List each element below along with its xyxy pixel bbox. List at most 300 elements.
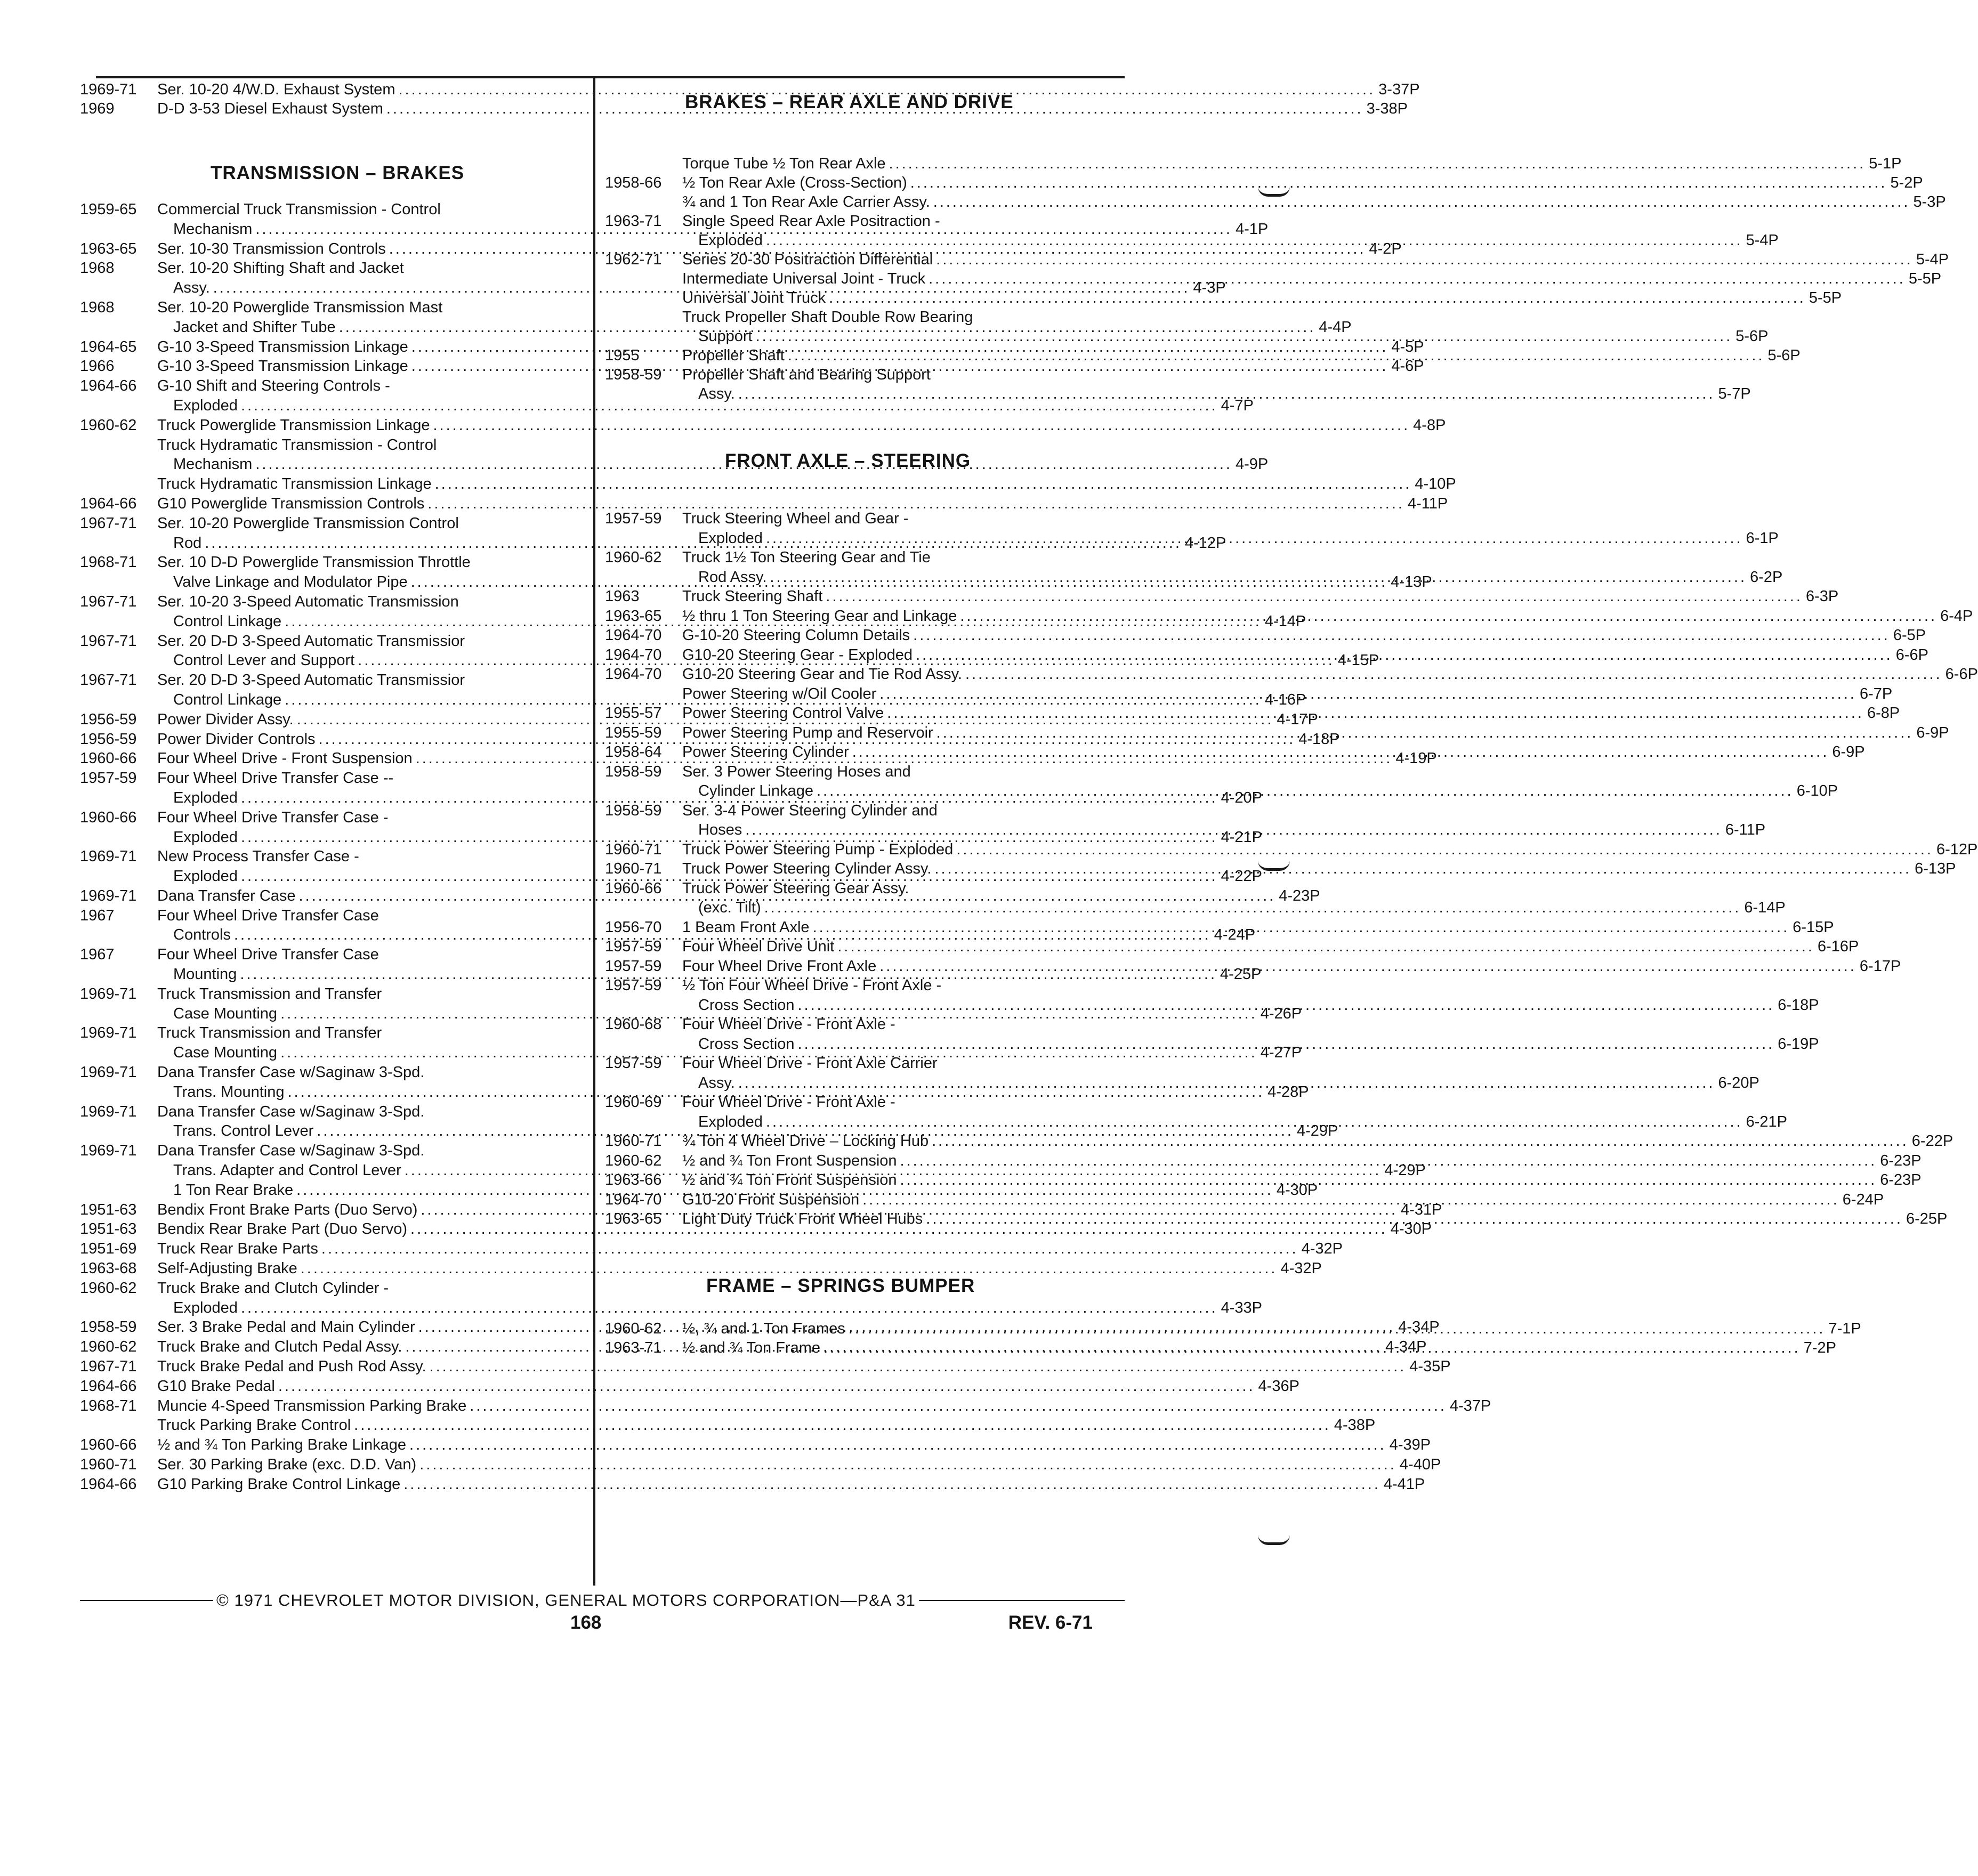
entry-line xyxy=(682,269,1941,288)
entry-title: G10-20 Steering Gear - Exploded xyxy=(682,646,913,664)
entry-page-ref[interactable]: 6-24P xyxy=(1842,1191,1884,1208)
entry-line xyxy=(682,1190,1884,1210)
entry-page-ref[interactable]: 6-10P xyxy=(1796,782,1838,799)
entry-year: 1963-66 xyxy=(605,1171,662,1188)
entry-page-ref[interactable]: 5-6P xyxy=(1767,347,1801,364)
index-entry xyxy=(80,474,1456,494)
entry-year: 1960-62 xyxy=(80,416,137,434)
leader-dots xyxy=(829,288,1806,308)
entry-line xyxy=(157,1377,1299,1396)
entry-title: Hoses xyxy=(698,821,742,838)
entry-title: Jacket and Shifter Tube xyxy=(173,318,336,336)
scan-mark xyxy=(1258,861,1290,871)
entry-page-ref[interactable]: 6-11P xyxy=(1725,821,1766,838)
entry-title: Exploded xyxy=(698,529,763,547)
entry-page-ref[interactable]: 6-13P xyxy=(1915,860,1956,877)
entry-page-ref[interactable]: 5-4P xyxy=(1746,232,1779,249)
entry-line xyxy=(682,626,1926,645)
entry-page-ref[interactable]: 5-3P xyxy=(1913,193,1946,211)
entry-title: ½ thru 1 Ton Steering Gear and Linkage xyxy=(682,607,957,625)
entry-line xyxy=(682,1015,1819,1034)
entry-year: 1957-59 xyxy=(80,770,137,787)
index-entry xyxy=(80,416,1446,435)
entry-page-ref[interactable]: 6-15P xyxy=(1793,918,1834,936)
entry-page-ref[interactable]: 4-34P xyxy=(1385,1338,1427,1356)
entry-title: Truck Power Steering Cylinder Assy. xyxy=(682,860,932,877)
entry-page-ref[interactable]: 4-32P xyxy=(1301,1240,1343,1258)
entry-page-ref[interactable]: 4-16P xyxy=(1264,691,1306,708)
leader-dots xyxy=(936,250,1913,269)
entry-year: 1960-71 xyxy=(605,1133,662,1150)
entry-year: 1957-59 xyxy=(605,957,662,975)
entry-page-ref[interactable]: 4-10P xyxy=(1415,475,1456,493)
leader-dots xyxy=(926,1209,1903,1229)
entry-year: 1957-59 xyxy=(605,938,662,955)
entry-page-ref[interactable]: 4-39P xyxy=(1389,1436,1431,1454)
leader-dots xyxy=(913,626,1890,645)
entry-year: 1969-71 xyxy=(80,985,137,1002)
entry-line xyxy=(682,645,1928,665)
entry-year: 1960-71 xyxy=(605,840,662,858)
entry-page-ref[interactable]: 4-19P xyxy=(1395,750,1437,767)
entry-description xyxy=(157,474,1456,494)
entry-page-ref[interactable]: 6-23P xyxy=(1880,1152,1922,1169)
index-entry xyxy=(80,1475,1425,1494)
leader-dots xyxy=(798,1034,1775,1054)
entry-line xyxy=(682,801,1765,821)
leader-dots xyxy=(430,1357,1407,1377)
entry-description xyxy=(157,435,1268,475)
entry-line xyxy=(682,898,1786,918)
index-entry xyxy=(80,1435,1431,1455)
entry-year xyxy=(605,269,682,288)
entry-page-ref[interactable]: 3-38P xyxy=(1366,100,1408,117)
entry-page-ref[interactable]: 6-6P xyxy=(1895,646,1928,664)
entry-description xyxy=(682,365,1751,403)
entry-page-ref[interactable]: 6-19P xyxy=(1778,1035,1819,1053)
entry-description xyxy=(682,173,1923,192)
entry-page-ref[interactable]: 6-1P xyxy=(1746,529,1779,547)
leader-dots xyxy=(934,859,1911,879)
entry-description xyxy=(157,1377,1299,1396)
entry-page-ref[interactable]: 6-5P xyxy=(1893,627,1926,644)
entry-page-ref[interactable]: 4-27P xyxy=(1260,1044,1302,1062)
entry-page-ref[interactable]: 4-30P xyxy=(1390,1220,1432,1238)
entry-page-ref[interactable]: 4-31P xyxy=(1401,1201,1442,1218)
page-number: 168 xyxy=(570,1612,602,1633)
entry-title: Mounting xyxy=(173,966,237,983)
entry-title: G-10 Shift and Steering Controls - xyxy=(157,377,390,395)
entry-title: ½ and ¾ Ton Parking Brake Linkage xyxy=(157,1436,407,1454)
entry-description xyxy=(682,1131,1953,1151)
entry-year xyxy=(605,684,682,704)
entry-page-ref[interactable]: 4-33P xyxy=(1221,1299,1263,1316)
leader-dots xyxy=(862,1190,1839,1210)
entry-line xyxy=(157,1435,1431,1455)
entry-line xyxy=(157,474,1456,494)
entry-description xyxy=(682,645,1928,665)
entry-year: 1955 xyxy=(605,347,640,364)
entry-page-ref[interactable]: 6-6P xyxy=(1945,666,1978,683)
entry-year: 1951-63 xyxy=(80,1201,137,1218)
entry-year: 1969-71 xyxy=(80,1103,137,1120)
entry-title: Exploded xyxy=(173,868,238,885)
entry-page-ref[interactable]: 4-9P xyxy=(1235,456,1269,473)
entry-title: Commercial Truck Transmission - Control xyxy=(157,201,441,218)
leader-dots xyxy=(956,840,1933,860)
entry-title: Dana Transfer Case w/Saginaw 3-Spd. xyxy=(157,1064,425,1081)
entry-description xyxy=(682,879,1786,918)
entry-title: Case Mounting xyxy=(173,1005,278,1022)
entry-page-ref[interactable]: 5-7P xyxy=(1718,385,1751,402)
top-rule xyxy=(96,76,1125,78)
entry-page-ref[interactable]: 4-37P xyxy=(1449,1397,1491,1414)
entry-title: Single Speed Rear Axle Positraction - xyxy=(682,213,940,230)
entry-title: ¾ and 1 Ton Rear Axle Carrier Assy. xyxy=(682,193,930,211)
entry-page-ref[interactable]: 4-3P xyxy=(1193,279,1226,297)
entry-page-ref[interactable]: 4-13P xyxy=(1391,573,1432,591)
entry-description xyxy=(682,723,1949,743)
entry-page-ref[interactable]: 4-32P xyxy=(1280,1260,1322,1277)
entry-page-ref[interactable]: 4-21P xyxy=(1221,828,1263,846)
entry-title: ½ and ¾ Ton Frame xyxy=(682,1339,821,1356)
entry-title: Assy. xyxy=(173,279,210,297)
entry-title: Power Steering w/Oil Cooler xyxy=(682,685,877,702)
entry-title: Power Steering Pump and Reservoir xyxy=(682,724,933,741)
entry-page-ref[interactable]: 4-35P xyxy=(1409,1358,1451,1376)
entry-title: Intermediate Universal Joint - Truck xyxy=(682,270,926,287)
entry-page-ref[interactable]: 4-25P xyxy=(1220,966,1262,983)
entry-year: 1967 xyxy=(80,946,115,964)
entry-page-ref[interactable]: 6-8P xyxy=(1867,705,1900,722)
entry-title: Ser. 3 Brake Pedal and Main Cylinder xyxy=(157,1319,415,1336)
entry-page-ref[interactable]: 4-11P xyxy=(1407,495,1448,512)
entry-page-ref[interactable]: 3-37P xyxy=(1378,81,1420,98)
entry-year: 1964-66 xyxy=(80,495,137,512)
entry-description xyxy=(682,1054,1759,1093)
entry-line xyxy=(157,1416,1375,1435)
entry-page-ref[interactable]: 4-7P xyxy=(1221,397,1254,414)
entry-page-ref[interactable]: 4-29P xyxy=(1384,1162,1426,1179)
entry-page-ref[interactable]: 5-2P xyxy=(1890,174,1923,191)
leader-dots xyxy=(813,918,1790,937)
entry-title: Ser. 20 D-D 3-Speed Automatic Transmissior xyxy=(157,632,465,650)
entry-year: 1969-71 xyxy=(80,848,137,866)
entry-page-ref[interactable]: 6-22P xyxy=(1911,1133,1953,1150)
entry-page-ref[interactable]: 6-12P xyxy=(1936,840,1978,858)
entry-year: 1960-66 xyxy=(80,1436,137,1454)
entry-year: 1951-63 xyxy=(80,1220,137,1238)
entry-line xyxy=(682,918,1834,937)
entry-page-ref[interactable]: 4-29P xyxy=(1296,1122,1338,1140)
leader-dots xyxy=(403,1475,1380,1494)
entry-description xyxy=(682,957,1901,976)
entry-year: 1955-59 xyxy=(605,724,662,741)
entry-title: Control Linkage xyxy=(173,612,282,630)
entry-page-ref[interactable]: 6-4P xyxy=(1940,607,1973,625)
entry-year: 1967-71 xyxy=(80,1358,137,1376)
entry-description xyxy=(682,607,1973,626)
entry-title: Truck 1½ Ton Steering Gear and Tie xyxy=(682,549,931,566)
entry-line xyxy=(682,704,1900,723)
entry-title: Four Wheel Drive Front Axle xyxy=(682,957,877,975)
entry-line xyxy=(682,742,1865,762)
entry-line xyxy=(682,976,1819,996)
index-entry xyxy=(605,937,1859,957)
entry-page-ref[interactable]: 6-16P xyxy=(1817,938,1859,955)
entry-line xyxy=(682,996,1819,1015)
entry-page-ref[interactable]: 4-28P xyxy=(1267,1083,1309,1101)
entry-title: Rod xyxy=(173,534,202,552)
entry-page-ref[interactable]: 4-12P xyxy=(1184,534,1226,552)
entry-page-ref[interactable]: 4-26P xyxy=(1260,1005,1302,1022)
entry-year xyxy=(80,435,157,475)
entry-description xyxy=(682,684,1892,704)
entry-year: 1960-71 xyxy=(80,1456,137,1473)
entry-description xyxy=(682,212,1779,250)
leader-dots xyxy=(837,937,1814,957)
entry-page-ref[interactable]: 4-38P xyxy=(1334,1417,1376,1434)
entry-line xyxy=(682,1338,1836,1357)
entry-page-ref[interactable]: 4-36P xyxy=(1258,1377,1299,1395)
entry-title: Ser. 10-20 4/W.D. Exhaust System xyxy=(157,81,395,98)
entry-line xyxy=(682,937,1859,957)
entry-year: 1963-68 xyxy=(80,1260,137,1277)
leader-dots xyxy=(910,173,1887,192)
copyright-line xyxy=(80,1591,1125,1610)
entry-page-ref[interactable]: 4-23P xyxy=(1279,887,1320,904)
entry-year: 1963 xyxy=(605,588,640,605)
entry-title: Truck Hydramatic Transmission Linkage xyxy=(157,475,432,493)
entry-page-ref[interactable]: 6-25P xyxy=(1906,1210,1948,1227)
entry-page-ref[interactable]: 6-17P xyxy=(1859,957,1901,975)
entry-page-ref[interactable]: 6-9P xyxy=(1832,743,1865,761)
entry-title: (exc. Tilt) xyxy=(698,899,761,916)
entry-title: Mechanism xyxy=(173,456,253,473)
entry-title: Rod Assy. xyxy=(698,568,767,586)
leader-dots xyxy=(241,1298,1218,1318)
entry-title: Exploded xyxy=(173,828,238,846)
leader-dots xyxy=(409,1435,1386,1455)
leader-dots xyxy=(817,781,1794,801)
entry-page-ref[interactable]: 4-1P xyxy=(1235,220,1269,238)
entry-title: G10 Brake Pedal xyxy=(157,1377,275,1395)
entry-page-ref[interactable]: 5-6P xyxy=(1735,328,1769,345)
entry-title: Four Wheel Drive Transfer Case -- xyxy=(157,770,394,787)
entry-year: 1960-62 xyxy=(80,1279,137,1297)
entry-page-ref[interactable]: 4-6P xyxy=(1391,358,1424,375)
entry-title: Exploded xyxy=(173,789,238,806)
entry-title: Exploded xyxy=(698,1113,763,1130)
entry-line xyxy=(682,957,1901,976)
entry-title: Exploded xyxy=(173,1299,238,1316)
entry-page-ref[interactable]: 6-7P xyxy=(1859,685,1893,702)
index-entry xyxy=(80,1455,1441,1475)
entry-year: 1969-71 xyxy=(80,1142,137,1160)
entry-year xyxy=(605,154,682,173)
entry-line xyxy=(157,1239,1343,1259)
entry-title: New Process Transfer Case - xyxy=(157,848,359,866)
entry-page-ref[interactable]: 4-41P xyxy=(1383,1475,1425,1493)
entry-title: Truck Hydramatic Transmission - Control xyxy=(157,436,437,454)
entry-year: 1960-62 xyxy=(605,1152,662,1169)
entry-description xyxy=(682,269,1941,288)
entry-title: Ser. 10-20 Powerglide Transmission Control xyxy=(157,514,459,532)
entry-title: Four Wheel Drive Transfer Case xyxy=(157,907,379,924)
leader-dots xyxy=(766,1112,1743,1132)
entry-year: 1967 xyxy=(80,907,115,924)
entry-page-ref[interactable]: 4-30P xyxy=(1276,1181,1318,1199)
entry-title: Bendix Front Brake Parts (Duo Servo) xyxy=(157,1201,418,1218)
entry-year: 1960-68 xyxy=(605,1016,662,1033)
entry-description xyxy=(682,192,1946,212)
entry-page-ref[interactable]: 4-17P xyxy=(1277,710,1318,728)
entry-description xyxy=(682,704,1900,723)
entry-line xyxy=(682,684,1892,704)
entry-year: 1958-64 xyxy=(605,743,662,761)
entry-year xyxy=(605,308,682,346)
entry-year: 1960-69 xyxy=(605,1094,662,1111)
entry-page-ref[interactable]: 7-2P xyxy=(1803,1339,1836,1356)
entry-description xyxy=(682,859,1956,879)
entry-title: Ser. 10 D-D Powerglide Transmission Throttle xyxy=(157,554,471,571)
entry-page-ref[interactable]: 6-9P xyxy=(1916,724,1949,741)
entry-title: G10-20 Steering Gear and Tie Rod Assy. xyxy=(682,666,962,683)
entry-description xyxy=(682,509,1779,548)
entry-page-ref[interactable]: 6-3P xyxy=(1805,588,1839,605)
entry-page-ref[interactable]: 6-14P xyxy=(1744,899,1786,916)
entry-line xyxy=(682,1073,1759,1093)
entry-title: Torque Tube ½ Ton Rear Axle xyxy=(682,155,886,172)
entry-year: 1962-71 xyxy=(605,251,662,268)
entry-line xyxy=(157,416,1446,435)
entry-year: 1969-71 xyxy=(80,887,137,904)
entry-title: Valve Linkage and Modulator Pipe xyxy=(173,573,408,591)
entry-description xyxy=(682,665,1978,684)
entry-year: 1960-62 xyxy=(605,549,662,566)
entry-title: Self-Adjusting Brake xyxy=(157,1260,297,1277)
entry-page-ref[interactable]: 4-5P xyxy=(1391,338,1424,355)
entry-year: 1964-70 xyxy=(605,627,662,644)
entry-description xyxy=(682,308,1769,346)
entry-title: Truck Brake and Clutch Pedal Assy. xyxy=(157,1338,402,1356)
entry-page-ref[interactable]: 4-8P xyxy=(1413,416,1446,434)
entry-page-ref[interactable]: 5-4P xyxy=(1916,251,1949,268)
entry-line xyxy=(682,365,1751,384)
entry-description xyxy=(682,742,1865,762)
entry-description xyxy=(157,1396,1491,1416)
entry-page-ref[interactable]: 6-23P xyxy=(1880,1171,1922,1188)
entry-title: ½, ¾ and 1 Ton Frames xyxy=(682,1320,845,1337)
entry-year xyxy=(605,192,682,212)
entry-page-ref[interactable]: 4-40P xyxy=(1399,1456,1441,1473)
leader-dots xyxy=(419,1455,1396,1475)
entry-year xyxy=(80,1416,157,1435)
entry-line xyxy=(682,308,1769,327)
entry-page-ref[interactable]: 4-18P xyxy=(1298,730,1340,748)
entry-description xyxy=(682,1151,1922,1171)
entry-year: 1963-65 xyxy=(605,607,662,625)
entry-line xyxy=(157,1455,1441,1475)
entry-year: 1964-65 xyxy=(80,338,137,355)
entry-page-ref[interactable]: 6-18P xyxy=(1778,996,1819,1014)
entry-page-ref[interactable]: 4-2P xyxy=(1369,240,1402,257)
index-entry xyxy=(80,1377,1299,1396)
entry-description xyxy=(157,1455,1441,1475)
entry-year: 1969-71 xyxy=(80,1024,137,1042)
entry-title: Exploded xyxy=(698,232,763,249)
leader-dots xyxy=(770,568,1747,587)
entry-line xyxy=(682,173,1923,192)
entry-page-ref[interactable]: 6-21P xyxy=(1746,1113,1788,1130)
entry-title: Ser. 3 Power Steering Hoses and xyxy=(682,763,911,780)
entry-page-ref[interactable]: 4-34P xyxy=(1398,1319,1440,1336)
entry-title: Power Steering Control Valve xyxy=(682,705,884,722)
entry-page-ref[interactable]: 5-5P xyxy=(1809,289,1842,306)
entry-page-ref[interactable]: 4-22P xyxy=(1221,868,1263,885)
entry-title: Bendix Rear Brake Part (Duo Servo) xyxy=(157,1220,408,1238)
entry-title: Trans. Adapter and Control Lever xyxy=(173,1162,401,1179)
entry-title: Truck Transmission and Transfer xyxy=(157,985,382,1002)
entry-page-ref[interactable]: 5-1P xyxy=(1869,155,1902,172)
entry-year: 1964-66 xyxy=(80,1377,137,1395)
entry-title: Ser. 10-20 Shifting Shaft and Jacket xyxy=(157,260,404,277)
entry-title: Dana Transfer Case xyxy=(157,887,296,904)
entry-title: Four Wheel Drive - Front Axle - xyxy=(682,1094,895,1111)
entry-year: 1957-59 xyxy=(605,977,662,994)
entry-title: G10 Powerglide Transmission Controls xyxy=(157,495,425,512)
scan-mark xyxy=(1258,1535,1290,1545)
entry-title: Four Wheel Drive - Front Axle - xyxy=(682,1016,895,1033)
entry-line xyxy=(157,1475,1425,1494)
entry-page-ref[interactable]: 6-2P xyxy=(1750,568,1783,586)
leader-dots xyxy=(889,154,1866,173)
entry-description xyxy=(682,1015,1819,1054)
leader-dots xyxy=(916,645,1893,665)
entry-year: 1960-66 xyxy=(605,879,662,897)
entry-line xyxy=(682,587,1838,607)
entry-description xyxy=(682,587,1838,607)
entry-title: Truck Brake and Clutch Cylinder - xyxy=(157,1279,389,1297)
entry-title: Ser. 20 D-D 3-Speed Automatic Transmissior xyxy=(157,672,465,689)
entry-page-ref[interactable]: 4-15P xyxy=(1337,652,1379,669)
entry-page-ref[interactable]: 4-24P xyxy=(1214,926,1256,944)
index-entry xyxy=(80,494,1448,514)
entry-page-ref[interactable]: 6-20P xyxy=(1718,1074,1759,1091)
entry-page-ref[interactable]: 5-5P xyxy=(1908,270,1942,287)
entry-title: Propeller Shaft xyxy=(682,347,785,364)
entry-year: 1957-59 xyxy=(605,1055,662,1072)
entry-year: 1964-70 xyxy=(605,666,662,683)
entry-page-ref[interactable]: 4-14P xyxy=(1264,612,1306,630)
index-entry xyxy=(80,1219,1432,1239)
entry-year: 1956-70 xyxy=(605,918,662,936)
entry-year: 1960-62 xyxy=(605,1320,662,1337)
leader-dots xyxy=(900,1151,1877,1171)
entry-line xyxy=(682,212,1779,231)
entry-year: 1958-59 xyxy=(605,366,662,383)
entry-page-ref[interactable]: 4-20P xyxy=(1221,789,1263,806)
entry-page-ref[interactable]: 4-4P xyxy=(1319,318,1352,336)
entry-title: ½ Ton Rear Axle (Cross-Section) xyxy=(682,174,907,191)
entry-page-ref[interactable]: 7-1P xyxy=(1828,1320,1861,1337)
entry-title: Ser. 10-20 Powerglide Transmission Mast xyxy=(157,298,443,316)
entry-year: 1959-65 xyxy=(80,201,137,218)
entry-description xyxy=(157,1435,1431,1455)
entry-title: Trans. Mounting xyxy=(173,1083,285,1101)
entry-line xyxy=(682,192,1946,212)
entry-line xyxy=(682,568,1782,587)
